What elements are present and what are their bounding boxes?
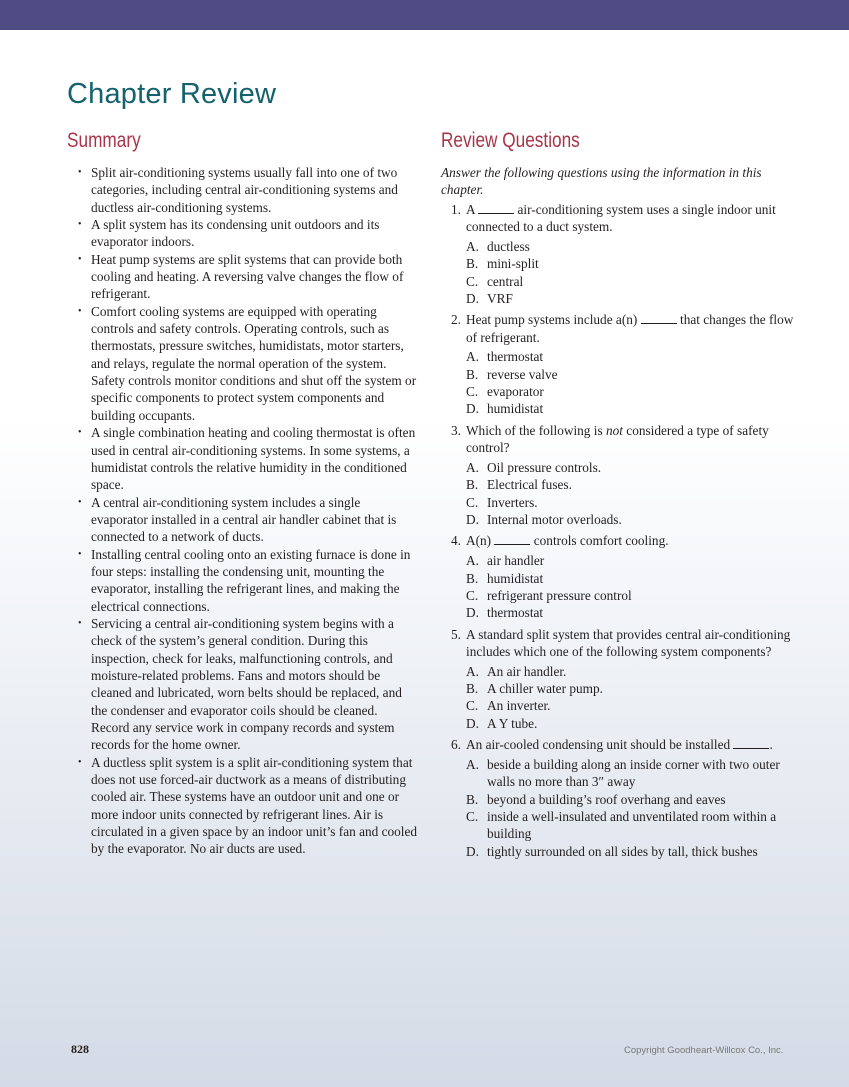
question-stem: A standard split system that provides central air-conditioning includes which one of the following system components? [466,626,791,659]
option-letter: D. [466,715,479,731]
answer-blank [478,202,514,214]
option-letter: D. [466,512,479,528]
question-item [441,422,796,457]
option-letter: C. [466,384,479,400]
option-letter: D. [466,290,479,306]
option-text: ductless [487,238,530,254]
answer-option [441,570,796,587]
summary-bullet: • A single combination heating and cooling thermostat is often used in central air-conditioning systems. In some systems, a humidistat controls the relative humidity in the conditioned space. [67,424,419,493]
question-list [441,201,796,864]
option-text: An air handler. [487,663,567,679]
top-color-bar [0,0,849,30]
option-text: mini-split [487,256,539,272]
option-text: thermostat [487,605,544,621]
option-letter: B. [466,366,479,382]
option-letter: A. [466,553,479,569]
option-letter: A. [466,349,479,365]
question-item [441,311,796,346]
question-number: 3. [451,422,461,438]
answer-option [441,587,796,604]
summary-bullet: • A central air-conditioning system includes a single evaporator installed in a central air handler cabinet that is connected to a network of ducts. [67,494,419,546]
copyright: Copyright Goodheart-Willcox Co., Inc. [624,1045,784,1056]
question-stem: An air-cooled condensing unit should be installed [466,737,734,753]
answer-option [441,791,796,808]
answer-option [441,552,796,569]
option-letter: B. [466,791,479,807]
option-text: A chiller water pump. [487,681,603,697]
summary-bullet: • Servicing a central air-conditioning system begins with a check of the system’s general condition. During this inspection, check for leaks, malfunctioning controls, and moisture-related problems. Fans and motors should be cleaned and lubricated, worn belts should be replaced, and the condenser and evaporator coils should be cleaned. Record any service work in company records and system records for the home owner. [67,615,419,754]
option-text: Electrical fuses. [487,477,572,493]
option-text: inside a well-insulated and unventilated room within a building [487,809,777,842]
review-instructions: Answer the following questions using the information in this chapter. [441,165,762,198]
summary-bullet: • Comfort cooling systems are equipped with operating controls and safety controls. Operating controls, such as thermostats, pressure switches, humidistats, motor starters, and relays, regulate the normal operation of the system. Safety controls monitor conditions and shut off the system or specific components to protect system components and building occupants. [67,303,419,424]
question-text [466,311,796,346]
question-item [441,736,796,753]
option-letter: C. [466,494,479,510]
question-item [441,532,796,549]
answer-option [441,459,796,476]
answer-option [441,511,796,528]
answer-option [441,604,796,621]
option-letter: D. [466,605,479,621]
answer-option [441,808,796,843]
question-item [441,626,796,661]
option-text: VRF [487,290,513,306]
option-letter: A. [466,663,479,679]
answer-option [441,697,796,714]
option-letter: B. [466,681,479,697]
summary-bullet: • Heat pump systems are split systems that can provide both cooling and heating. A reversing valve changes the flow of refrigerant. [67,251,419,303]
answer-option [441,348,796,365]
question-stem-end: air-conditioning system uses a single indoor unit connected to a duct system. [466,201,776,235]
option-letter: B. [466,256,479,272]
option-letter: C. [466,809,479,825]
page-title: Chapter Review [67,78,277,110]
answer-option [441,476,796,493]
option-text: reverse valve [487,366,558,382]
question-spacer [441,860,796,864]
question-number: 1. [451,201,461,217]
answer-option [441,383,796,400]
summary-bullet: • Installing central cooling onto an existing furnace is done in four steps: installing the condensing unit, mounting the evaporator, installing the refrigerant lines, and making the electrical connections. [67,546,419,615]
option-letter: B. [466,477,479,493]
question-text [466,201,796,236]
answer-option [441,400,796,417]
answer-option [441,255,796,272]
answer-option [441,290,796,307]
option-text: tightly surrounded on all sides by tall, thick bushes [487,843,758,859]
summary-bullet: • A ductless split system is a split air-conditioning system that does not use forced-air ductwork as a means of distributing cooled air. These systems have an outdoor unit and one or more indoor units connected by refrigerant lines. Air is circulated in a given space by an indoor unit’s fan and cooled by the evaporator. No air ducts are used. [67,754,419,858]
question-stem: A(n) [466,533,495,549]
question-stem-end: considered a type of safety control? [466,422,769,456]
option-text: Oil pressure controls. [487,460,602,475]
option-text: thermostat [487,349,544,365]
option-text: refrigerant pressure control [487,587,632,603]
question-stem: Heat pump systems include a(n) [466,312,641,328]
option-text: Inverters. [487,494,538,510]
option-letter: D. [466,401,479,417]
answer-option [441,680,796,697]
option-letter: A. [466,757,479,772]
question-text [466,626,796,661]
option-text: beside a building along an inside corner with two outer walls no more than 3″ away [487,757,780,790]
question-emphasis: not [605,422,623,438]
option-text: humidistat [487,401,544,417]
question-number: 5. [451,626,461,642]
option-text: An inverter. [487,698,551,714]
review-questions-heading: Review Questions [441,129,580,152]
answer-option [441,715,796,732]
option-letter: B. [466,570,479,586]
answer-option [441,843,796,860]
question-text [466,422,796,457]
review-questions-column [441,164,796,864]
answer-option [441,238,796,255]
question-stem-end: that changes the flow of refrigerant. [466,312,794,345]
summary-list [67,164,419,858]
answer-blank [733,737,769,749]
question-number: 2. [451,312,461,328]
answer-blank [494,533,530,545]
option-letter: A. [466,460,479,475]
option-text: beyond a building’s roof overhang and eaves [487,791,726,807]
summary-bullet: • Split air-conditioning systems usually fall into one of two categories, including central air-conditioning systems and ductless air-conditioning systems. [67,164,419,216]
option-text: Internal motor overloads. [487,512,622,528]
question-stem-end: . [769,737,773,753]
option-letter: C. [466,587,479,603]
answer-option [441,663,796,680]
question-text [466,736,796,753]
question-text [466,532,796,549]
option-letter: D. [466,843,479,859]
option-text: humidistat [487,570,544,586]
summary-heading: Summary [67,129,141,152]
summary-bullet: • A split system has its condensing unit outdoors and its evaporator indoors. [67,216,419,251]
answer-option [441,273,796,290]
page-number: 828 [71,1042,89,1056]
answer-option [441,756,796,791]
summary-column [67,164,419,858]
option-text: air handler [487,553,545,569]
answer-option [441,494,796,511]
answer-blank [641,312,677,324]
question-number: 4. [451,533,461,549]
option-letter: C. [466,698,479,714]
option-text: A Y tube. [487,715,538,731]
question-number: 6. [451,737,461,753]
question-item [441,201,796,236]
option-letter: C. [466,273,479,289]
option-text: central [487,273,524,289]
question-stem: Which of the following is [466,422,606,438]
option-letter: A. [466,238,479,254]
question-stem: A [466,201,479,217]
option-text: evaporator [487,384,544,400]
question-stem-end: controls comfort cooling. [530,533,669,549]
answer-option [441,366,796,383]
